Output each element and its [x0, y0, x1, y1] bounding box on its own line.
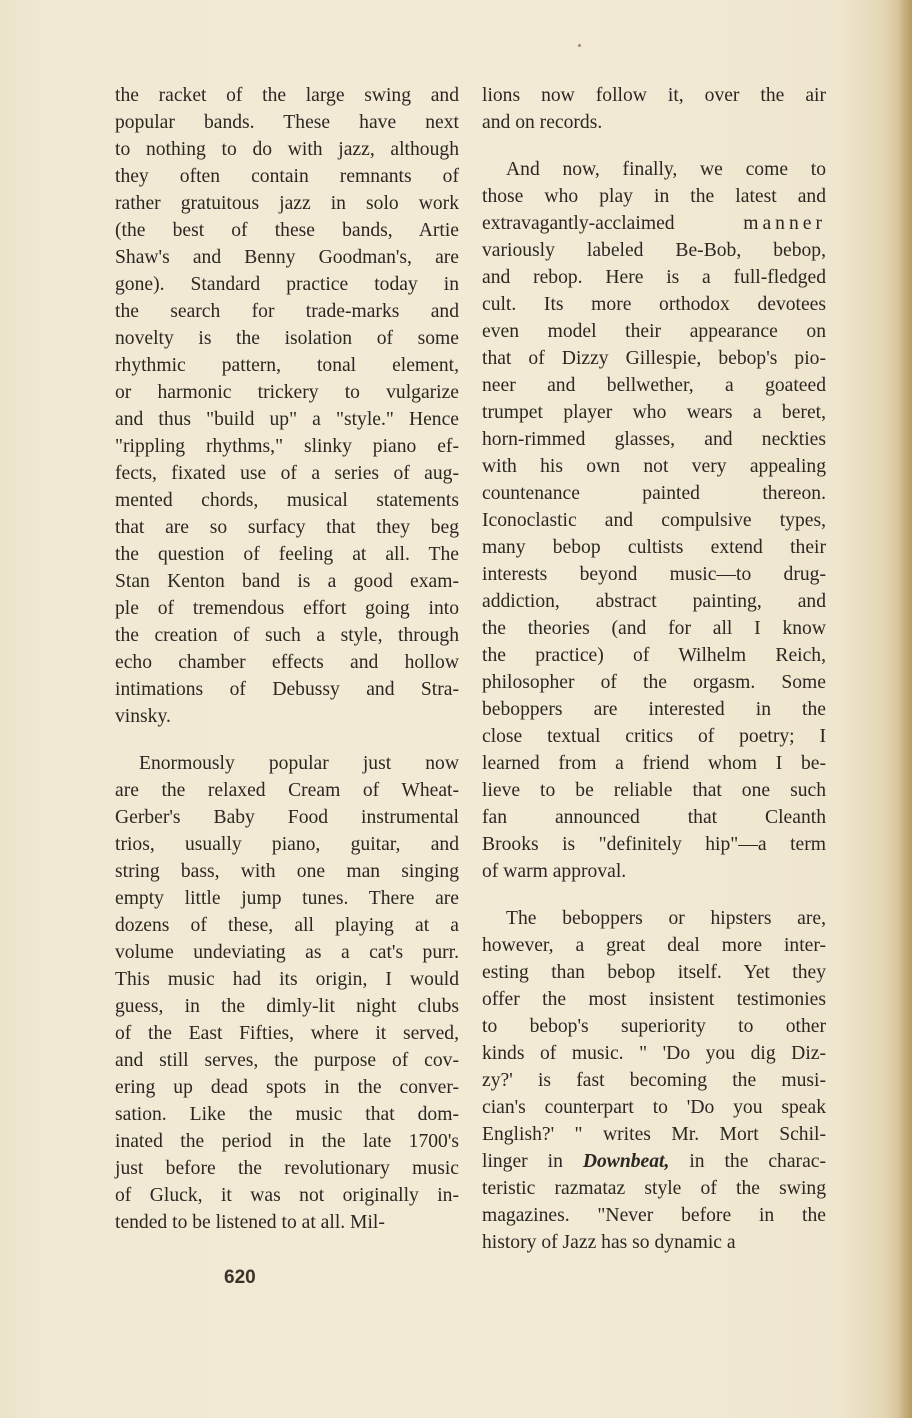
text-line: intimations of Debussy and Stra-	[115, 679, 459, 700]
text-line: volume undeviating as a cat's purr.	[115, 942, 459, 963]
text-line: those who play in the latest and	[482, 186, 826, 207]
text-line: ering up dead spots in the conver-	[115, 1077, 459, 1098]
text-line: cian's counterpart to 'Do you speak	[482, 1097, 826, 1118]
text-line: "rippling rhythms," slinky piano ef-	[115, 436, 459, 457]
text-line: trumpet player who wears a beret,	[482, 402, 826, 423]
text-line: Iconoclastic and compulsive types,	[482, 510, 826, 531]
text-line: neer and bellwether, a goateed	[482, 375, 826, 396]
text-line: The beboppers or hipsters are,	[506, 908, 826, 929]
page-edge-shadow	[898, 0, 912, 1418]
text-line: even model their appearance on	[482, 321, 826, 342]
text-line: tended to be listened to at all. Mil-	[115, 1212, 385, 1233]
text-line: fects, fixated use of a series of aug-	[115, 463, 459, 484]
text-line: or harmonic trickery to vulgarize	[115, 382, 459, 403]
text-line: trios, usually piano, guitar, and	[115, 834, 459, 855]
text-line: beboppers are interested in the	[482, 699, 826, 720]
text-line: history of Jazz has so dynamic a	[482, 1232, 736, 1253]
ink-speck	[578, 44, 581, 47]
text-line: Enormously popular just now	[139, 753, 459, 774]
text-line: cult. Its more orthodox devotees	[482, 294, 826, 315]
text-line: Stan Kenton band is a good exam-	[115, 571, 459, 592]
text-line: of the East Fifties, where it served,	[115, 1023, 459, 1044]
text-run: linger in	[482, 1151, 563, 1172]
text-line: fan announced that Cleanth	[482, 807, 826, 828]
text-line: mented chords, musical statements	[115, 490, 459, 511]
text-line: lieve to be reliable that one such	[482, 780, 826, 801]
text-line: close textual critics of poetry; I	[482, 726, 826, 747]
text-line	[482, 210, 826, 237]
paragraph-trios	[115, 750, 459, 1236]
magazine-title: Downbeat,	[582, 1151, 670, 1172]
spaced-word: manner	[743, 213, 826, 234]
text-line: the creation of such a style, through	[115, 625, 459, 646]
text-line: magazines. "Never before in the	[482, 1205, 826, 1226]
text-line: the practice) of Wilhelm Reich,	[482, 645, 826, 666]
text-line: teristic razmataz style of the swing	[482, 1178, 826, 1199]
right-column	[482, 82, 826, 1276]
text-line: dozens of these, all playing at a	[115, 915, 459, 936]
text-line: zy?' is fast becoming the musi-	[482, 1070, 826, 1091]
text-line: that are so surfacy that they beg	[115, 517, 459, 538]
text-line: vinsky.	[115, 706, 171, 727]
text-line: Brooks is "definitely hip"—a term	[482, 834, 826, 855]
text-line: countenance painted thereon.	[482, 483, 826, 504]
text-line: to bebop's superiority to other	[482, 1016, 826, 1037]
text-line: string bass, with one man singing	[115, 861, 459, 882]
text-line: with his own not very appealing	[482, 456, 826, 477]
text-line: popular bands. These have next	[115, 112, 459, 133]
text-line: echo chamber effects and hollow	[115, 652, 459, 673]
text-line: esting than bebop itself. Yet they	[482, 962, 826, 983]
text-line: the search for trade-marks and	[115, 301, 459, 322]
text-line: are the relaxed Cream of Wheat-	[115, 780, 459, 801]
text-line: lions now follow it, over the air	[482, 85, 826, 106]
text-run: extravagantly-acclaimed	[482, 213, 675, 234]
paragraph-racket	[115, 82, 459, 730]
text-line: interests beyond music—to drug-	[482, 564, 826, 585]
text-line: gone). Standard practice today in	[115, 274, 459, 295]
text-line: just before the revolutionary music	[115, 1158, 459, 1179]
text-line: and still serves, the purpose of cov-	[115, 1050, 459, 1071]
text-line: the racket of the large swing and	[115, 85, 459, 106]
text-line: they often contain remnants of	[115, 166, 459, 187]
text-line: Shaw's and Benny Goodman's, are	[115, 247, 459, 268]
text-line: that of Dizzy Gillespie, bebop's pio-	[482, 348, 826, 369]
text-line: inated the period in the late 1700's	[115, 1131, 459, 1152]
text-line: many bebop cultists extend their	[482, 537, 826, 558]
text-line: philosopher of the orgasm. Some	[482, 672, 826, 693]
text-line: of warm approval.	[482, 861, 627, 882]
text-line: kinds of music. " 'Do you dig Diz-	[482, 1043, 826, 1064]
text-line: rhythmic pattern, tonal element,	[115, 355, 459, 376]
text-line	[482, 1148, 826, 1175]
text-line: English?' " writes Mr. Mort Schil-	[482, 1124, 826, 1145]
text-line: of Gluck, it was not originally in-	[115, 1185, 459, 1206]
text-line: ple of tremendous effort going into	[115, 598, 459, 619]
text-line: however, a great deal more inter-	[482, 935, 826, 956]
text-line: and rebop. Here is a full-fledged	[482, 267, 826, 288]
text-line: the theories (and for all I know	[482, 618, 826, 639]
text-line: variously labeled Be-Bob, bebop,	[482, 240, 826, 261]
text-line: guess, in the dimly-lit night clubs	[115, 996, 459, 1017]
text-line: learned from a friend whom I be-	[482, 753, 826, 774]
text-line: and on records.	[482, 112, 603, 133]
text-line: This music had its origin, I would	[115, 969, 459, 990]
text-line: sation. Like the music that dom-	[115, 1104, 459, 1125]
paragraph-beboppers	[482, 905, 826, 1256]
text-line: offer the most insistent testimonies	[482, 989, 826, 1010]
text-line: Gerber's Baby Food instrumental	[115, 807, 459, 828]
text-run: in the charac-	[689, 1151, 826, 1172]
paragraph-bebop	[482, 156, 826, 885]
text-line: empty little jump tunes. There are	[115, 888, 459, 909]
text-line: to nothing to do with jazz, although	[115, 139, 459, 160]
text-line: novelty is the isolation of some	[115, 328, 459, 349]
left-column	[115, 82, 459, 1256]
text-line: rather gratuitous jazz in solo work	[115, 193, 459, 214]
text-line: and thus "build up" a "style." Hence	[115, 409, 459, 430]
page-number: 620	[224, 1267, 256, 1288]
text-line: addiction, abstract painting, and	[482, 591, 826, 612]
text-line: And now, finally, we come to	[506, 159, 826, 180]
paragraph-millions	[482, 82, 826, 136]
text-line: (the best of these bands, Artie	[115, 220, 459, 241]
text-line: horn-rimmed glasses, and neckties	[482, 429, 826, 450]
text-line: the question of feeling at all. The	[115, 544, 459, 565]
